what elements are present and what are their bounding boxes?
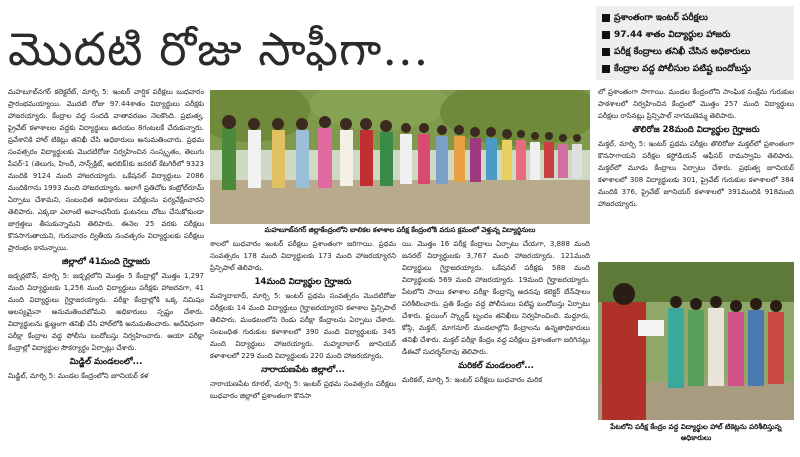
highlight-item [602,10,788,27]
article-paragraph: మరికల్‌, మార్చి 5: ఇంటర్‌ పరీక్షలు బుధవారం మరిక [402,376,543,384]
highlight-item [602,27,788,44]
article-paragraph: లో ప్రశాంతంగా సాగాయి. మండల కేంద్రంలోని సాంఘిక సంక్షేమ గురుకుల పాఠశాలలో నిర్వహించిన కేంద్రంలో మొత్తం 257 మంది విద్యార్థులు పరీక్షలు రాసినట్లు ప్రిన్సిపాల్‌ నాగమణెమ్మ తెలిపారు. [598,88,794,120]
subheading: మిడ్జిల్‌ మండలంలో... [69,357,143,367]
highlight-text: కేంద్రాల వద్ద పోలీసుల పటిష్ట బందోబస్తు [614,64,751,74]
article-paragraph: మహ్మదాబాద్‌, మార్చి 5: ఇంటర్‌ ప్రథమ సంవత్సరం మొదటిరోజు పరీక్షలకు 14 మంది విద్యార్థులు గైర్హాజరయ్యారని కళాశాల ప్రిన్సిపాల్‌ తెలిపారు. మండలంలోని రెండు పరీక్షా కేంద్రాలను ఏర్పాటు చేశారు. సంబంధిత గురుకుల కళాశాలలో 390 మంది విద్యార్థులకు 345 మంది విద్యార్థులు హాజరయ్యారు. మహ్మదాబాద్‌ జూనియర్‌ కళాశాలలో 229 మంది విద్యార్థులకు 220 మంది హాజరయ్యారు. [210,292,396,360]
hall-ticket-check-illustration [598,262,794,420]
article-column-1 [8,86,204,457]
subheading: నారాయణపేట జిల్లాలో... [261,365,345,375]
photo-caption: పేటలోని పరీక్ష కేంద్రం వద్ద విద్యార్థుల హాల్‌ టికెట్లను పరిశీలిస్తున్న అధికారులు [610,423,782,442]
highlight-text: 97.44 శాతం విద్యార్థుల హాజరు [614,30,731,40]
highlight-item [602,61,788,78]
article-paragraph: యి. మొత్తం 16 పరీక్ష కేంద్రాలు ఏర్పాటు చేయగా, 3,888 మంది జనరల్‌ విద్యార్థులకు 3,767 మంది హాజరయ్యారు. 121మంది విద్యార్థులు గైర్హాజరయ్యారు. ఒకేషనల్‌ పరీక్షకు 588 మంది విద్యార్థులకు 569 మంది హాజరయ్యారు. 19మంది గైర్హాజరయ్యారు. పేటలోని సాయి కళాశాల పరీక్షా కేంద్రాన్ని అదనపు కలెక్టర్‌ బేన్‌షాలం పరిశీలించారు. ప్రతి కేంద్రం వద్ద పోలీసులు పటిష్ట బందోబస్తు ఏర్పాటు చేశారు. ఫ్లయింగ్‌ స్క్వాడ్‌ బృందం తనిఖీలు నిర్వహించింది. మద్దూరు, కోస్గి, మక్తల్‌, మాగనూర్‌ మండలాల్లోని కేంద్రాలను ఉన్నతాధికారులు తనిఖీ చేశారు. మక్తల్‌ పరీక్షా కేంద్రం వద్ద పరీక్షలు ప్రశాంతంగా జరిగినట్లు డీఈవో సుదర్శన్‌రావు తెలిపారు. [402,240,590,356]
article-column-3 [402,238,590,457]
square-bullet-icon [602,65,610,73]
highlight-text: ప్రశాంతంగా ఇంటర్‌ పరీక్షలు [614,13,708,23]
article-column-2 [210,238,396,457]
highlight-text: పరీక్ష కేంద్రాలు తనిఖీ చేసిన అధికారులు [614,47,751,57]
square-bullet-icon [602,48,610,56]
article-paragraph: జడ్చర్లటౌన్‌, మార్చి 5: జడ్చర్లలోని మొత్తం 5 కేంద్రాల్లో మొత్తం 1,297 మంది విద్యార్థులకు 1,256 మంది విద్యార్థులు పరీక్షకు హాజరవగా, 41 మంది విద్యార్థులు గైర్హాజరయ్యారు. పరీక్షా కేంద్రాల్లోకి ఒక్క నిమిషం ఆలస్యమైనా అనుమతించబోమని అధికారులు స్పష్టం చేశారు. విద్యార్థులను క్షుణ్ణంగా తనిఖీ చేసి హాల్‌లోకి అనుమతించారు. అదేవిధంగా పరీక్షా కేంద్రాల వద్ద పోలీసు బందోబస్తు నిర్వహించారు. ఆయా పరీక్షా కేంద్రాల్లో విద్యార్థుల సౌకర్యార్థం ఏర్పాట్లు చేశారు. [8,272,204,352]
subheading: జిల్లాలో 41మంది గైర్హాజరు [61,257,151,267]
hall-ticket-check-photo [598,262,794,420]
article-column-4 [598,86,794,258]
subheading: తొలిరోజ 28మంది విద్యార్థుల గైర్హాజరు [632,125,760,135]
highlight-item [602,44,788,61]
headline: మొదటి రోజు సాఫీగా... [8,22,430,76]
students-queue-illustration [210,90,590,224]
subheading: 14మంది విద్యార్థుల గైర్హాజరు [254,277,352,287]
article-paragraph: మక్తల్‌, మార్చి 5: ఇంటర్‌ ప్రథమ పరీక్షల తొలిరోజు మక్తల్‌లో ప్రశాంతంగా కొనసాగాయని పరీక్షల కస్టోడియన్‌ ఆఫీసర్‌ రామస్వామి తెలిపారు. మక్తల్‌లో మూడు కేంద్రాలు ఏర్పాటు చేశారు. ప్రభుత్వ జూనియర్‌ కళాశాలలో 308 విద్యార్థులకు 301, ప్రైవేట్‌ గురుకుల కళాశాలలో 384 మందికి 376, ప్రైవేట్‌ జూనియర్‌ కళాశాలలో 391మందికి 918మంది హాజరయ్యారు. [598,140,794,208]
highlights-box [596,6,794,80]
article-paragraph: మిడ్జిల్‌, మార్చి 5: మండల కేంద్రంలోని జూనియర్‌ కళ [8,372,149,380]
students-queue-photo [210,90,590,224]
article-paragraph: శాలలో బుధవారం ఇంటర్‌ పరీక్షలు ప్రశాంతంగా జరిగాయి. ప్రథమ సంవత్సరం 178 మంది విద్యార్థులకు 173 మంది హాజరయ్యారని ప్రిన్సిపాల్‌ తెలిపారు. [210,240,396,272]
article-paragraph: మహబూబ్‌నగర్‌ కలెక్టరేట్‌, మార్చి 5: ఇంటర్‌ వార్షిక పరీక్షలు బుధవారం ప్రారంభమయ్యాయి. మొదటి రోజు 97.44శాతం విద్యార్థులు పరీక్షకు హాజరయ్యారు. కేంద్రాల వద్ద సందడి వాతావరణం నెలకొంది. ప్రభుత్వ, ప్రైవేట్‌ కళాశాలల వద్దకు విద్యార్థులు ఉదయం 8గంటలకే చేరుకున్నారు. ప్రవేశానికి హాల్‌ టికెట్లు తనిఖీ చేసి అధికారులు అనుమతించారు. ప్రథమ సంవత్సరం విద్యార్థులకు మొదటిరోజు నిర్వహించిన సంస్కృతం, తెలుగు పేపర్‌-1 (తెలుగు, హిందీ, సాన్స్‌క్రిట్‌, అరబిక్‌)కు జనరల్‌ కేటగిరీలో 9323 మందికి 9124 మంది హాజరయ్యారు. ఒకేషనల్‌ విద్యార్థులు 2086 మందికిగాను 1993 మంది హాజరయ్యారు. అలాగే ప్రతిచోట కంట్రోల్‌రూమ్‌ ఏర్పాటు చేశామని, సంబంధిత అధికారులు పరీక్షలను పర్యవేక్షించారని తెలిపారు. ఎక్కడా ఎలాంటి అవాంఛనీయ ఘటనలు చోటు చేసుకోకుండా జాగ్రత్తలు తీసుకున్నామని తెలిపారు. ఈనెల 25 వరకు పరీక్షలు కొనసాగుతాయని, గురువారం ద్వితీయ సంవత్సరం విద్యార్థులకు పరీక్షలు ప్రారంభం కానున్నాయి. [8,88,204,252]
article-paragraph: నారాయణపేట రూరల్‌, మార్చి 5: ఇంటర్‌ ప్రథమ సంవత్సరం పరీక్షలు బుధవారం జిల్లాలో ప్రశాంతంగా కొనసా [210,380,396,400]
photo-caption: మహబూబ్‌నగర్‌ జిల్లాకేంద్రంలోని బాలికల కళాశాల పరీక్ష కేంద్రంలోకి వరుస క్రమంలో వెళ్తున్న విద్యార్థినులు [264,226,536,234]
square-bullet-icon [602,14,610,22]
subheading: మరికల్‌ మండలంలో... [458,361,534,371]
square-bullet-icon [602,31,610,39]
